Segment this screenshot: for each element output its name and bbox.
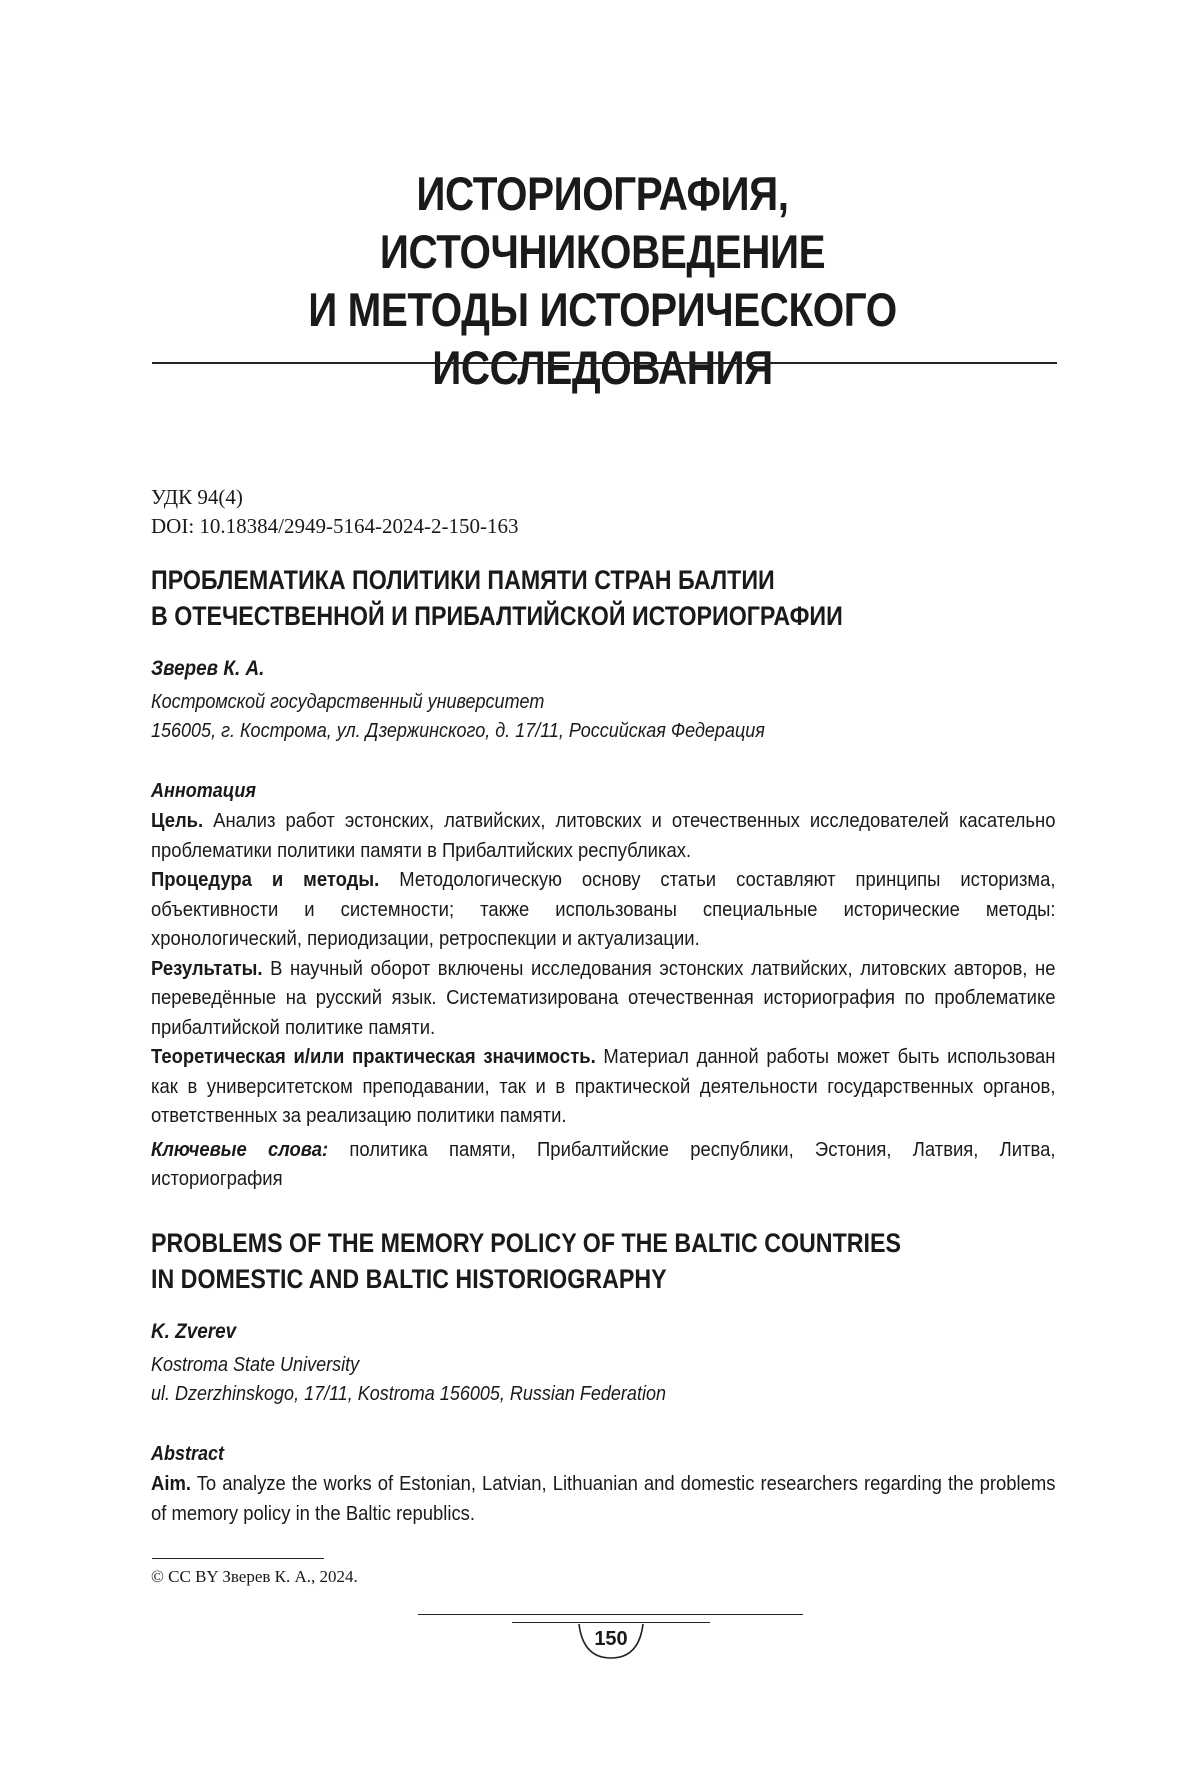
page-number-rule xyxy=(418,1614,803,1615)
affiliation-line: Костромской государственный университет xyxy=(151,691,545,713)
aim-paragraph xyxy=(151,806,1056,865)
significance-paragraph xyxy=(151,1042,1056,1131)
aim-paragraph-en xyxy=(151,1469,1056,1528)
affiliation-line: Kostroma State University xyxy=(151,1354,360,1376)
affiliation-line: 156005, г. Кострома, ул. Дзержинского, д. 17/11, Российская Федерация xyxy=(151,720,765,742)
annotation-body-ru xyxy=(151,806,1056,1194)
methods-paragraph xyxy=(151,865,1056,954)
udk-code: УДК 94(4) xyxy=(151,485,243,509)
author-ru: Зверев К. А. xyxy=(151,657,265,680)
affiliation-line: ul. Dzerzhinskogo, 17/11, Kostroma 156005, Russian Federation xyxy=(151,1383,666,1405)
results-text: В научный оборот включены исследования эстонских латвийских, литовских авторов, не переведённые на русский язык. Систематизирована отечественная историография по проблематике прибалтийской политике памяти. xyxy=(151,956,1056,1039)
abstract-body-en xyxy=(151,1469,1056,1528)
aim-text-en: To analyze the works of Estonian, Latvian, Lithuanian and domestic researchers regarding the problems of memory policy in the Baltic republics. xyxy=(151,1472,1056,1525)
methods-text: Методологическую основу статьи составляют принципы историзма, объективности и системности; также использованы специальные исторические методы: хронологический, периодизации, ретроспекции и актуализации. xyxy=(151,868,1056,950)
article-title-line: IN DOMESTIC AND BALTIC HISTORIOGRAPHY xyxy=(151,1264,667,1294)
affiliation-ru xyxy=(151,688,1051,746)
article-title-ru xyxy=(151,562,1011,634)
annotation-heading: Аннотация xyxy=(151,780,256,802)
copyright-note: © CC BY Зверев К. А., 2024. xyxy=(151,1567,358,1586)
results-paragraph xyxy=(151,954,1056,1043)
affiliation-en xyxy=(151,1351,1051,1409)
keywords-paragraph xyxy=(151,1135,1056,1194)
article-title-line: PROBLEMS OF THE MEMORY POLICY OF THE BALTIC COUNTRIES xyxy=(151,1228,901,1258)
aim-text: Анализ работ эстонских, латвийских, литовских и отечественных исследователей касательно проблематики политики памяти в Прибалтийских республиках. xyxy=(151,809,1056,862)
article-title-line: В ОТЕЧЕСТВЕННОЙ И ПРИБАЛТИЙСКОЙ ИСТОРИОГРАФИИ xyxy=(151,601,843,631)
methods-label: Процедура и методы. xyxy=(151,868,380,891)
doi: DOI: 10.18384/2949-5164-2024-2-150-163 xyxy=(151,514,519,538)
keywords-text: политика памяти, Прибалтийские республики, Эстония, Латвия, Литва, историография xyxy=(151,1137,1056,1190)
article-title-line: ПРОБЛЕМАТИКА ПОЛИТИКИ ПАМЯТИ СТРАН БАЛТИИ xyxy=(151,565,775,595)
author-en: K. Zverev xyxy=(151,1320,237,1343)
aim-label: Цель. xyxy=(151,809,204,832)
significance-label: Теоретическая и/или практическая значимость. xyxy=(151,1045,596,1068)
aim-label-en: Aim. xyxy=(151,1472,191,1495)
section-title-line: ИССЛЕДОВАНИЯ xyxy=(432,341,773,394)
section-title-line: И МЕТОДЫ ИСТОРИЧЕСКОГО xyxy=(308,283,897,336)
article-meta xyxy=(151,483,518,541)
results-label: Результаты. xyxy=(151,956,263,980)
section-divider xyxy=(152,362,1057,364)
significance-text: Материал данной работы может быть использован как в университетском преподавании, так и в практической деятельности государственных органов, ответственных за реализацию политики памяти. xyxy=(151,1045,1056,1127)
section-title-line: ИСТОРИОГРАФИЯ, ИСТОЧНИКОВЕДЕНИЕ xyxy=(379,167,826,278)
abstract-heading: Abstract xyxy=(151,1443,225,1465)
article-title-en xyxy=(151,1225,1011,1297)
footnote-divider xyxy=(152,1558,324,1559)
keywords-label: Ключевые слова: xyxy=(151,1137,329,1161)
page-number: 150 xyxy=(594,1628,628,1650)
